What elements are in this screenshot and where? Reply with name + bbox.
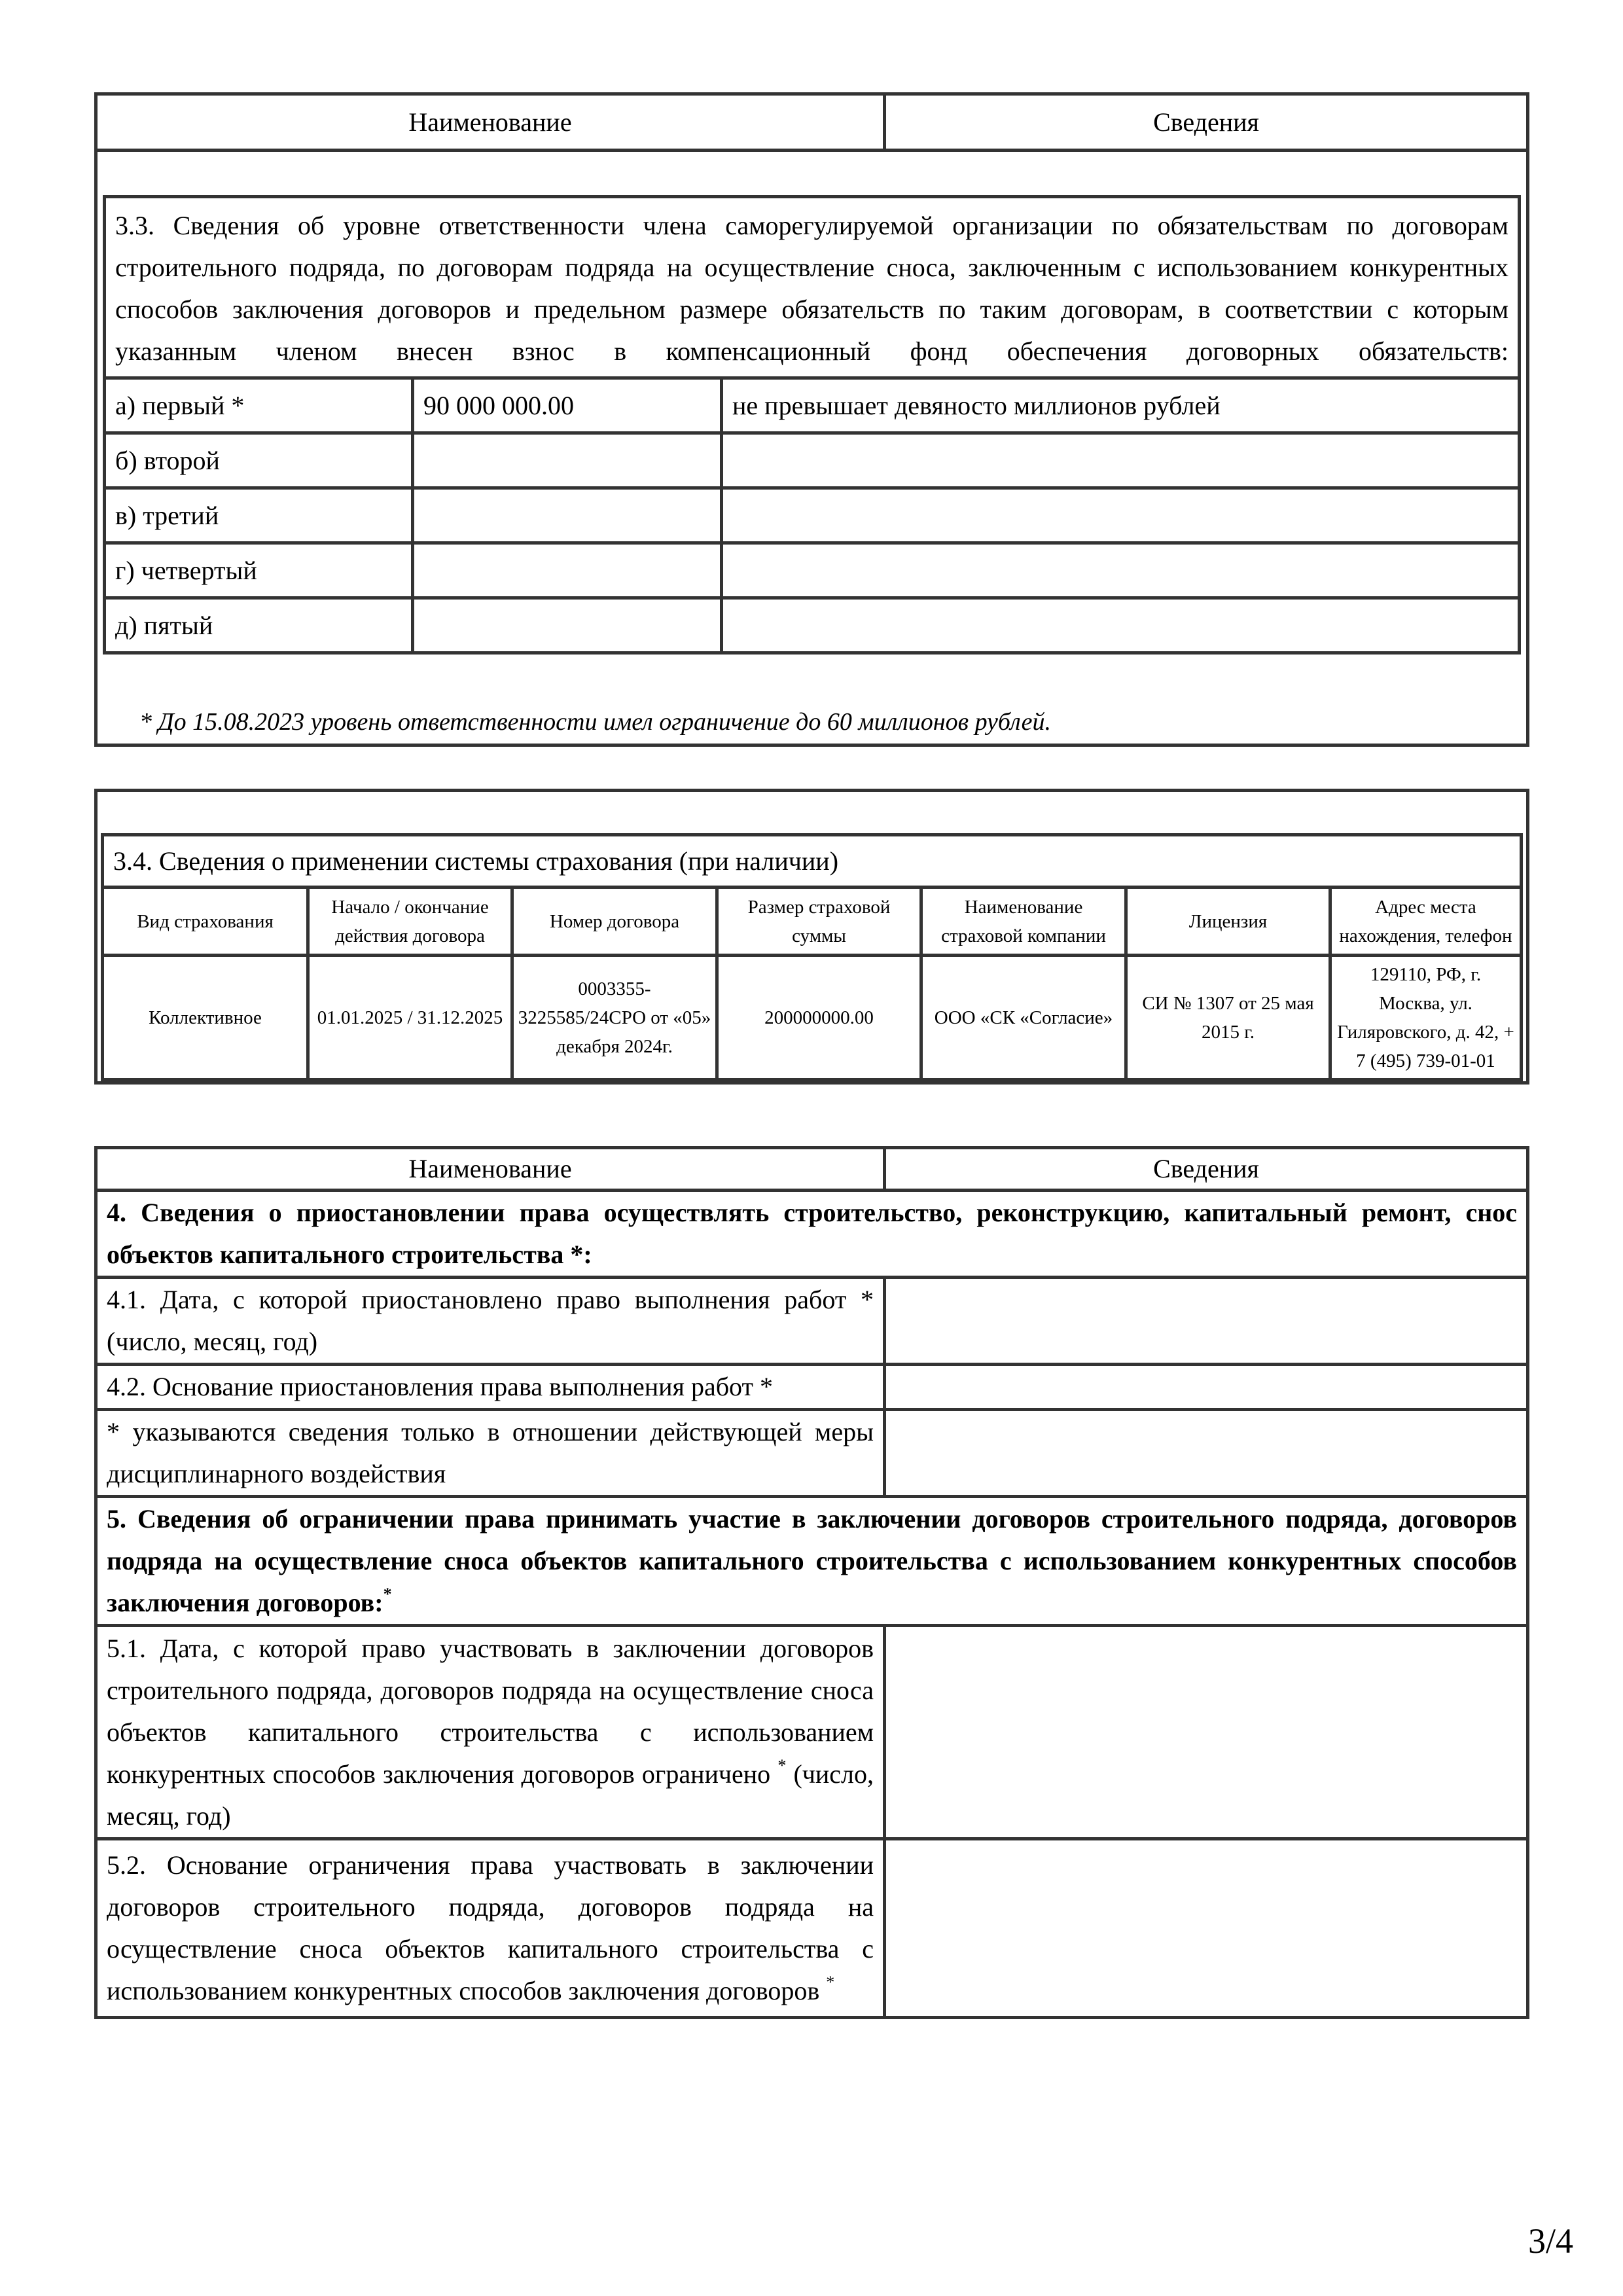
- row-value: [885, 1410, 1528, 1497]
- liability-amount: [413, 433, 722, 488]
- row-label: 4.1. Дата, с которой приостановлено право выполнения работ * (число, месяц, год): [96, 1278, 885, 1365]
- row-label: * указываются сведения только в отношении действующей меры дисциплинарного воздействия: [96, 1410, 885, 1497]
- col-company: Наименование страховой компании: [921, 888, 1126, 956]
- header-name: Наименование: [96, 94, 885, 151]
- row-label: [96, 1839, 885, 2018]
- liability-level: г) четвертый: [105, 543, 413, 598]
- col-insurance-type: Вид страхования: [103, 888, 308, 956]
- liability-row: [105, 488, 1520, 543]
- table-header: [94, 92, 1529, 152]
- insurance-contract-number: 0003355-3225585/24СРО от «05» декабря 2024г.: [512, 956, 717, 1080]
- row-value: [885, 1365, 1528, 1410]
- row-label: 4.2. Основание приостановления права выполнения работ *: [96, 1365, 885, 1410]
- asterisk-mark: *: [383, 1585, 392, 1604]
- section-4-row: [96, 1278, 1528, 1365]
- row-value: [885, 1278, 1528, 1365]
- insurance-row: [103, 956, 1522, 1080]
- row-label-text: 5.1. Дата, с которой право участвовать в заключении договоров строительного подряда, договоров подряда на осуществление сноса объектов капитального строительства с использованием конкурентных способов заключения договоров ограничено: [107, 1633, 874, 1789]
- liability-level: в) третий: [105, 488, 413, 543]
- header-info: Сведения: [885, 1148, 1528, 1191]
- liability-footnote: * До 15.08.2023 уровень ответственности имел ограничение до 60 миллионов рублей.: [139, 708, 1051, 736]
- insurance-address: 129110, РФ, г. Москва, ул. Гиляровского, д. 42, + 7 (495) 739-01-01: [1330, 956, 1522, 1080]
- liability-row: [105, 598, 1520, 653]
- section-4-row: [96, 1365, 1528, 1410]
- liability-level: д) пятый: [105, 598, 413, 653]
- section-5-title-text: 5. Сведения об ограничении права принимать участие в заключении договоров строительного подряда, договоров подряда на осуществление сноса объектов капитального строительства с использованием конкурентных способов заключения договоров:: [107, 1504, 1517, 1617]
- liability-amount: [413, 488, 722, 543]
- insurance-sum: 200000000.00: [717, 956, 921, 1080]
- liability-level: б) второй: [105, 433, 413, 488]
- row-value: [885, 1626, 1528, 1839]
- insurance-period: 01.01.2025 / 31.12.2025: [308, 956, 512, 1080]
- suspension-restriction-table: [94, 1146, 1529, 2019]
- row-value: [885, 1839, 1528, 2018]
- liability-description: [722, 433, 1520, 488]
- liability-amount: 90 000 000.00: [413, 378, 722, 433]
- section-3-3-title: 3.3. Сведения об уровне ответственности члена саморегулируемой организации по обязательствам по договорам строительного подряда, по договорам подряда на осуществление сноса, заключенным с использованием конкурентных способов заключения договоров и предельном размере обязательств по таким договорам, в соответствии с которым указанным членом внесен взнос в компенсационный фонд обеспечения договорных обязательств:: [105, 197, 1520, 378]
- liability-row: [105, 433, 1520, 488]
- row-label-text: 5.2. Основание ограничения права участвовать в заключении договоров строительного подряда, договоров подряда на осуществление сноса объектов капитального строительства с использованием конкурентных способов заключения договоров: [107, 1850, 874, 2005]
- col-contract-number: Номер договора: [512, 888, 717, 956]
- table-header: [96, 1148, 1528, 1191]
- section-5-title: [96, 1497, 1528, 1626]
- col-period: Начало / окончание действия договора: [308, 888, 512, 956]
- liability-description: [722, 543, 1520, 598]
- row-label-tail: (число, месяц, год): [107, 1759, 874, 1831]
- insurance-table: [101, 833, 1523, 1081]
- section-3-3-table: [103, 195, 1521, 655]
- asterisk-mark: *: [826, 1973, 835, 1992]
- insurance-type: Коллективное: [103, 956, 308, 1080]
- liability-level: а) первый *: [105, 378, 413, 433]
- insurance-license: СИ № 1307 от 25 мая 2015 г.: [1126, 956, 1330, 1080]
- row-label: [96, 1626, 885, 1839]
- liability-row: [105, 378, 1520, 433]
- page-number: 3/4: [1528, 2221, 1574, 2261]
- asterisk-mark: *: [777, 1755, 787, 1775]
- liability-row: [105, 543, 1520, 598]
- header-name: Наименование: [96, 1148, 885, 1191]
- section-5-row: [96, 1839, 1528, 2018]
- insurance-company: ООО «СК «Согласие»: [921, 956, 1126, 1080]
- insurance-header-row: [103, 888, 1522, 956]
- header-info: Сведения: [885, 94, 1528, 151]
- liability-amount: [413, 598, 722, 653]
- liability-description: [722, 488, 1520, 543]
- section-5-row: [96, 1626, 1528, 1839]
- col-address: Адрес места нахождения, телефон: [1330, 888, 1522, 956]
- liability-description: [722, 598, 1520, 653]
- section-4-title: 4. Сведения о приостановлении права осуществлять строительство, реконструкцию, капитальный ремонт, снос объектов капитального строительства *:: [96, 1191, 1528, 1278]
- col-license: Лицензия: [1126, 888, 1330, 956]
- liability-description: не превышает девяносто миллионов рублей: [722, 378, 1520, 433]
- section-4-row: [96, 1410, 1528, 1497]
- insurance-title: 3.4. Сведения о применении системы страхования (при наличии): [103, 835, 1522, 888]
- col-sum-insured: Размер страховой суммы: [717, 888, 921, 956]
- liability-amount: [413, 543, 722, 598]
